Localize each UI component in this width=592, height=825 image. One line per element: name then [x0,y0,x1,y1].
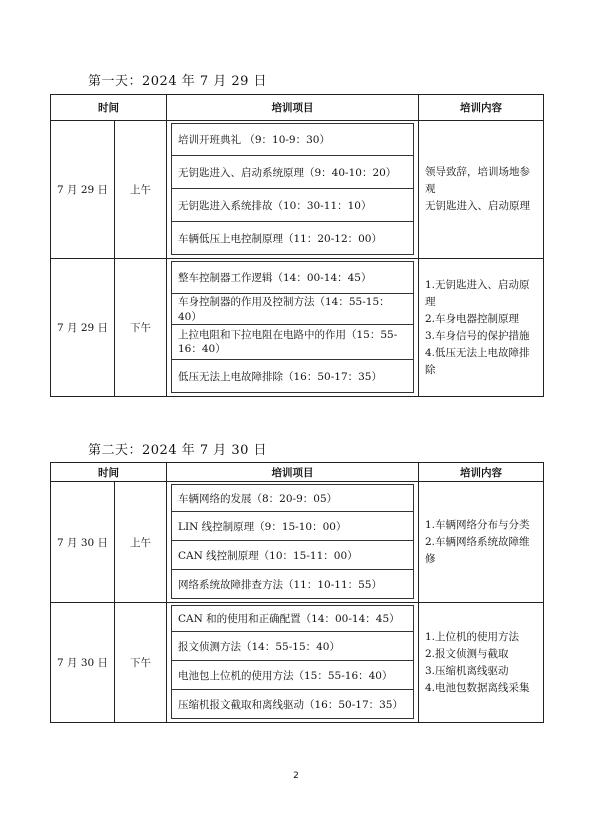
content-line: 无钥匙进入、启动原理 [425,200,530,212]
content-line: 1.无钥匙进入、启动原理 [425,278,530,308]
training-item: CAN 线控制原理（10：15-11：00） [171,540,414,570]
day2-schedule-table [50,462,544,723]
header-row [51,95,544,121]
header-time: 时间 [51,463,167,482]
header-content: 培训内容 [419,95,544,121]
table-row [51,603,544,723]
training-item: 无钥匙进入、启动系统原理（9：40-10：20） [171,155,414,189]
content-line: 4.电池包数据离线采集 [425,681,530,694]
items-cell [167,603,419,723]
items-cell [167,482,419,603]
header-row [51,463,544,482]
table-row [51,259,544,397]
day2-title: 第二天：2024 年 7 月 30 日 [88,443,268,458]
training-item: 报文侦测方法（14：55-15：40） [171,631,414,661]
date-cell: 7 月 30 日 [51,482,115,603]
training-item: 车身控制器的作用及控制方法（14：55-15：40） [171,293,414,325]
content-line: 3.压缩机离线驱动 [425,664,509,677]
content-line: 3.车身信号的保护措施 [425,329,530,342]
page-number: 2 [293,771,299,781]
day1-schedule-table [50,94,544,397]
table-row [51,121,544,259]
content-line: 1.车辆网络分布与分类 [425,518,530,531]
training-item: 低压无法上电故障排除（16：50-17：35） [171,359,414,393]
content-cell [419,482,544,603]
training-item: 整车控制器工作逻辑（14：00-14：45） [171,261,414,294]
date-cell: 7 月 30 日 [51,603,115,723]
header-content: 培训内容 [419,463,544,482]
content-cell [419,259,544,397]
training-item: 网络系统故障排查方法（11：10-11：55） [171,569,414,599]
content-cell [419,121,544,259]
training-item: 电池包上位机的使用方法（15：55-16：40） [171,660,414,690]
header-project: 培训项目 [167,463,419,482]
period-cell: 下午 [115,603,167,723]
training-item: 无钥匙进入系统排故（10：30-11：10） [171,188,414,222]
period-cell: 上午 [115,482,167,603]
date-cell: 7 月 29 日 [51,121,115,259]
content-line: 领导致辞，培训场地参观 [425,166,530,195]
training-item: 压缩机报文截取和离线驱动（16：50-17：35） [171,689,414,719]
training-item: LIN 线控制原理（9：15-10：00） [171,511,414,541]
content-cell [419,603,544,723]
date-cell: 7 月 29 日 [51,259,115,397]
items-cell [167,259,419,397]
training-item: 车辆低压上电控制原理（11：20-12：00） [171,221,414,255]
training-item: CAN 和的使用和正确配置（14：00-14：45） [171,605,414,632]
training-item: 车辆网络的发展（8：20-9：05） [171,484,414,512]
training-item: 培训开班典礼 （9：10-9：30） [171,123,414,156]
header-project: 培训项目 [167,95,419,121]
table-row [51,482,544,603]
content-line: 2.车辆网络系统故障维修 [425,535,530,565]
period-cell: 上午 [115,121,167,259]
day1-title: 第一天：2024 年 7 月 29 日 [88,74,268,89]
items-cell [167,121,419,259]
period-cell: 下午 [115,259,167,397]
content-line: 2.报文侦测与截取 [425,647,509,660]
content-line: 1.上位机的使用方法 [425,630,520,643]
training-item: 上拉电阻和下拉电阻在电路中的作用（15：55-16：40） [171,324,414,360]
content-line: 4.低压无法上电故障排除 [425,346,530,376]
content-line: 2.车身电器控制原理 [425,312,520,325]
header-time: 时间 [51,95,167,121]
